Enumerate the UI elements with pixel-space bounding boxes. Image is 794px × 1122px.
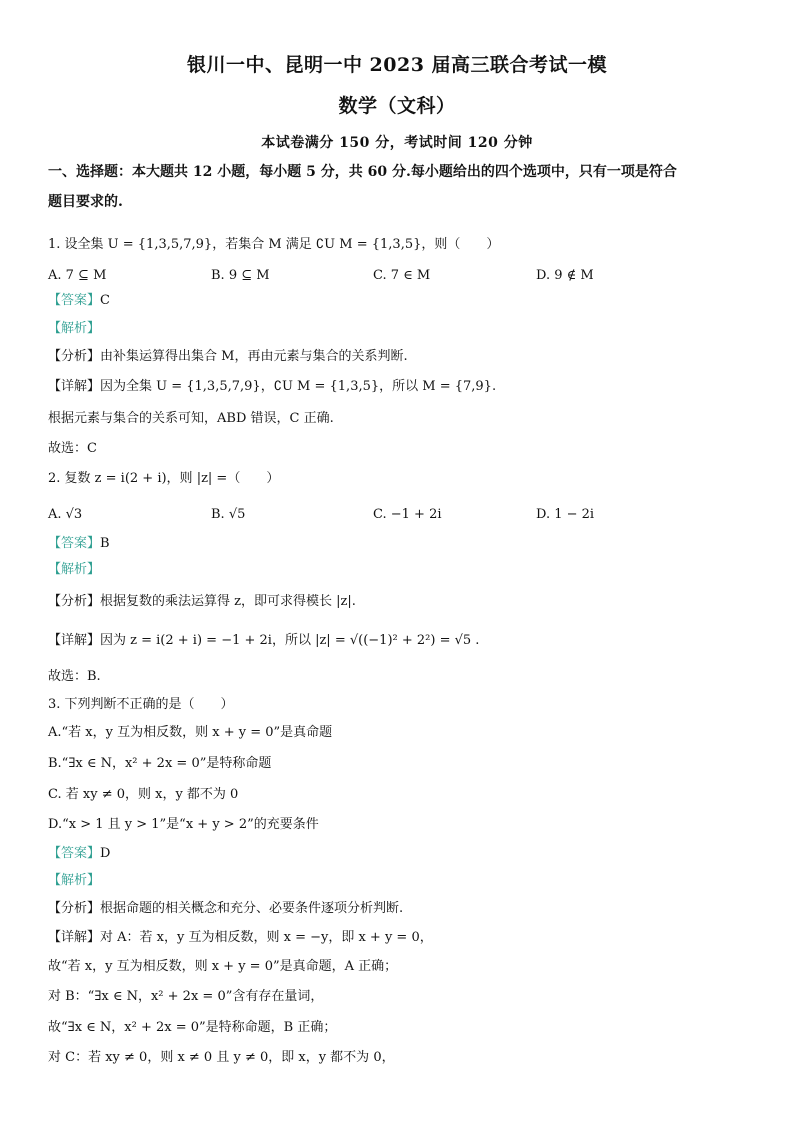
section-heading: [48, 157, 754, 217]
q1-analysis-row: [48, 320, 100, 338]
q3-fenxi: 根据命题的相关概念和充分、必要条件逐项分析判断.: [100, 901, 404, 916]
q2-stem: 2. 复数 z = i(2 + i)，则 |z| =（ ）: [48, 471, 280, 486]
analysis-tag: 【解析】: [48, 321, 101, 336]
analysis-tag: 【解析】: [48, 873, 101, 888]
q3-detail: 对 A：若 x，y 互为相反数，则 x = −y，即 x + y = 0，: [100, 930, 433, 945]
q2-detail-row: [48, 632, 479, 650]
q3-answer-row: [48, 845, 110, 863]
q1-answer-row: [48, 292, 110, 310]
q1-choose: 故选：C: [48, 441, 97, 456]
q2-fenxi-row: [48, 593, 356, 611]
section-heading-line-2: 题目要求的.: [48, 194, 123, 210]
q2-option-a: A. √3: [48, 507, 83, 522]
section-heading-line-1: 一、选择题：本大题共 12 小题，每小题 5 分，共 60 分.每小题给出的四个选项中，只有一项是符合: [48, 164, 677, 180]
q1-stem: 1. 设全集 U = {1,3,5,7,9}，若集合 M 满足 ∁U M = {1,3,5}，则（ ）: [48, 237, 500, 252]
q2-answer: B: [100, 536, 110, 551]
q1-option-b: B. 9 ⊆ M: [211, 268, 270, 283]
answer-tag: 【答案】: [48, 293, 101, 308]
fenxi-tag: 【分析】: [48, 349, 101, 364]
q3-line-2: 对 B：“∃x ∈ N，x² + 2x = 0”含有存在量词，: [48, 989, 324, 1004]
analysis-tag: 【解析】: [48, 562, 101, 577]
q1-fenxi: 由补集运算得出集合 M，再由元素与集合的关系判断.: [100, 349, 408, 364]
q3-line-4: 对 C：若 xy ≠ 0，则 x ≠ 0 且 y ≠ 0，即 x，y 都不为 0，: [48, 1050, 395, 1065]
exam-note: 本试卷满分 150 分，考试时间 120 分钟: [261, 135, 533, 151]
q3-answer: D: [100, 846, 111, 861]
q3-line-3: 故“∃x ∈ N，x² + 2x = 0”是特称命题，B 正确；: [48, 1020, 337, 1035]
fenxi-tag: 【分析】: [48, 594, 101, 609]
q3-stem: 3. 下列判断不正确的是（ ）: [48, 697, 234, 712]
xiangjie-tag: 【详解】: [48, 633, 101, 648]
q3-analysis-row: [48, 872, 100, 890]
xiangjie-tag: 【详解】: [48, 930, 101, 945]
q1-answer: C: [100, 293, 110, 308]
answer-tag: 【答案】: [48, 536, 101, 551]
q3-option-a: A.“若 x，y 互为相反数，则 x + y = 0”是真命题: [48, 725, 333, 740]
q1-detail-row: [48, 378, 496, 396]
q3-option-b: B.“∃x ∈ N，x² + 2x = 0”是特称命题: [48, 756, 272, 771]
q2-answer-row: [48, 535, 110, 553]
q2-option-d: D. 1 − 2i: [536, 507, 595, 522]
q1-detail: 因为全集 U = {1,3,5,7,9}，∁U M = {1,3,5}，所以 M = {7,9}.: [100, 379, 497, 394]
q1-option-a: A. 7 ⊆ M: [48, 268, 107, 283]
q1-option-c: C. 7 ∈ M: [373, 268, 431, 283]
answer-tag: 【答案】: [48, 846, 101, 861]
exam-title: 银川一中、昆明一中 2023 届高三联合考试一模: [186, 54, 608, 76]
xiangjie-tag: 【详解】: [48, 379, 101, 394]
q2-detail: 因为 z = i(2 + i) = −1 + 2i，所以 |z| = √((−1)² + 2²) = √5 .: [100, 633, 480, 648]
q2-fenxi: 根据复数的乘法运算得 z，即可求得模长 |z|.: [100, 594, 356, 609]
exam-subtitle: 数学（文科）: [338, 95, 456, 117]
q2-analysis-row: [48, 561, 100, 579]
q1-conclusion: 根据元素与集合的关系可知，ABD 错误，C 正确.: [48, 411, 334, 426]
fenxi-tag: 【分析】: [48, 901, 101, 916]
q1-option-d: D. 9 ∉ M: [536, 268, 594, 283]
q2-choose: 故选：B.: [48, 669, 101, 684]
q2-option-b: B. √5: [211, 507, 246, 522]
q3-line-1: 故“若 x，y 互为相反数，则 x + y = 0”是真命题，A 正确；: [48, 959, 398, 974]
q3-fenxi-row: [48, 900, 403, 918]
q1-fenxi-row: [48, 348, 408, 366]
q3-option-c: C. 若 xy ≠ 0，则 x，y 都不为 0: [48, 787, 239, 802]
q3-detail-row: [48, 929, 433, 947]
q3-option-d: D.“x > 1 且 y > 1”是“x + y > 2”的充要条件: [48, 817, 319, 832]
q2-option-c: C. −1 + 2i: [373, 507, 442, 522]
